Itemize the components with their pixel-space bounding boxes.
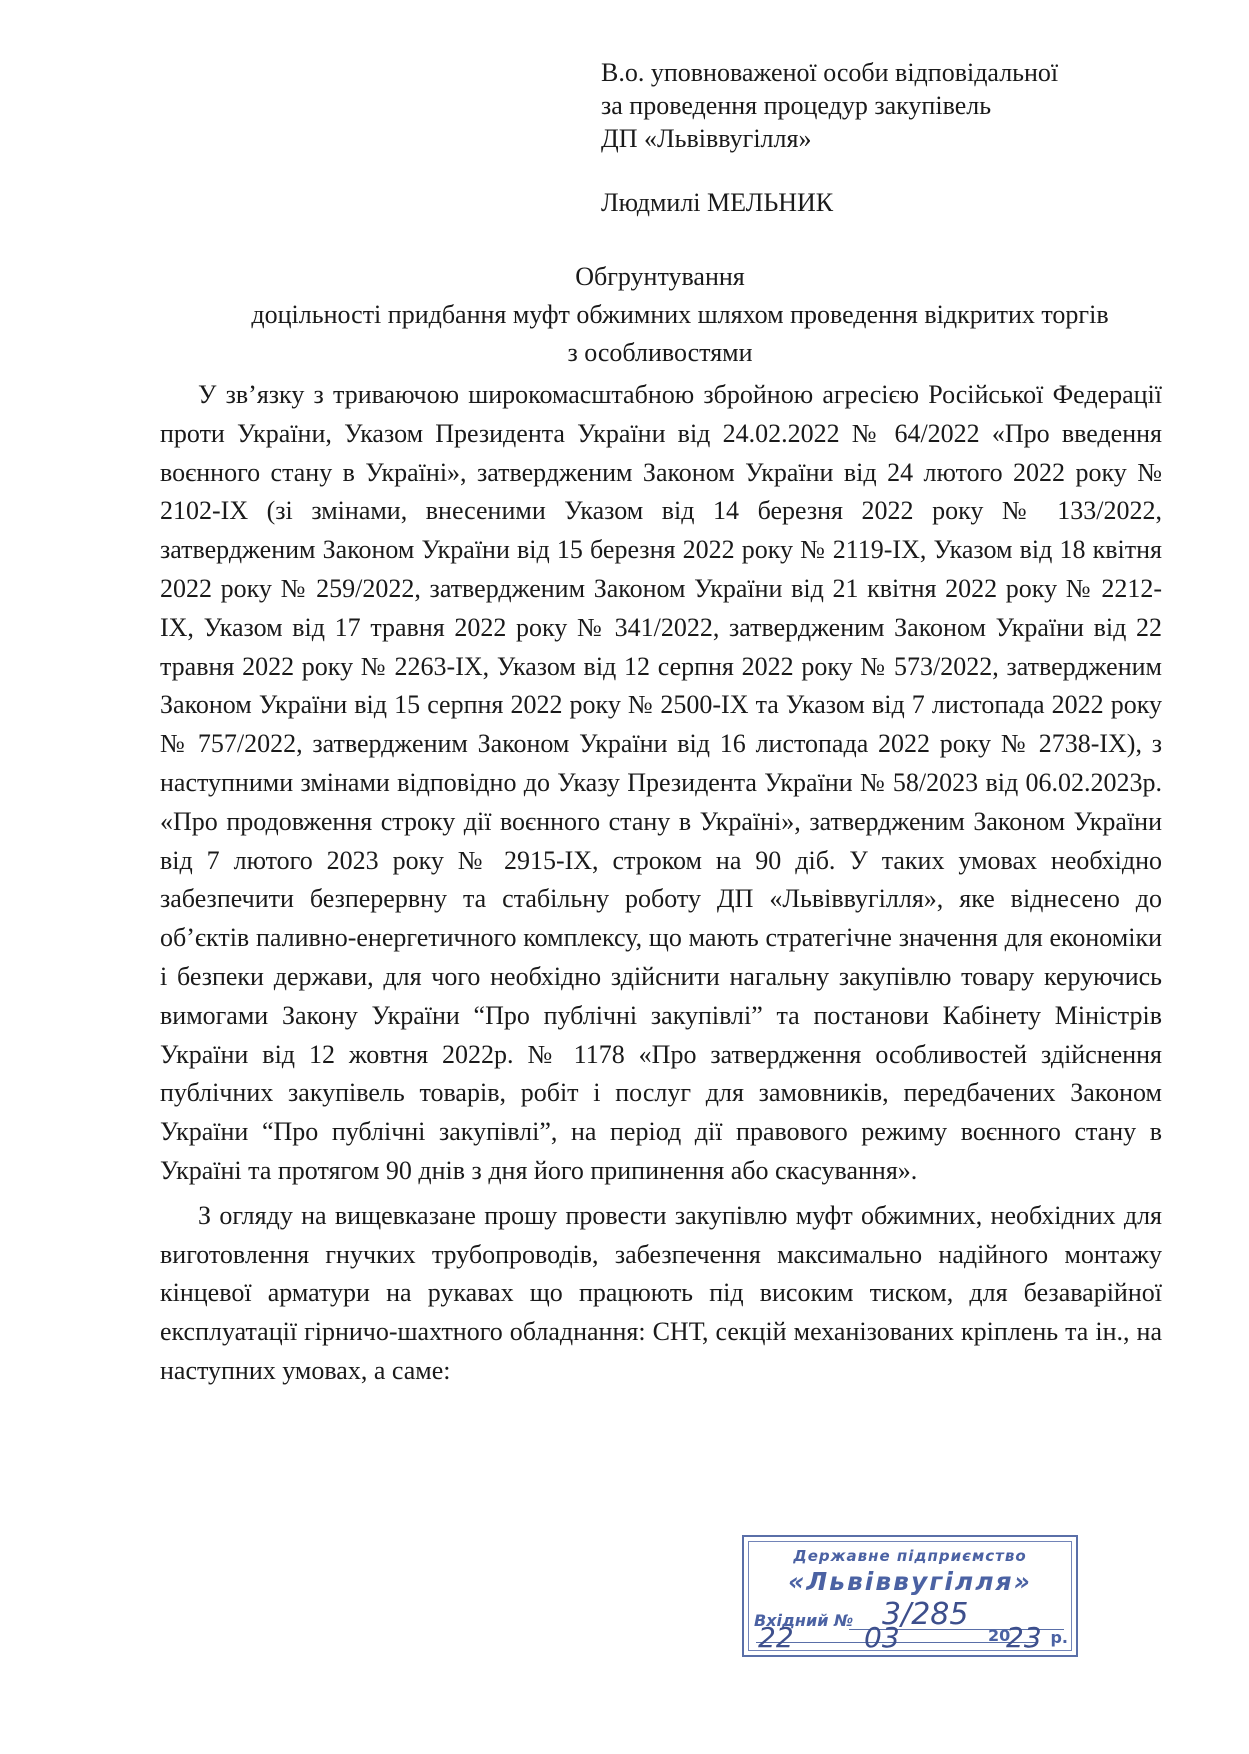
title-line-1: Обгрунтування bbox=[575, 262, 745, 291]
stamp-inbox-label: Вхідний № bbox=[754, 1611, 854, 1630]
body-paragraph-1: У зв’язку з триваючою широкомасштабною збройною агресією Російської Федерації проти України, Указом Президента України від 24.02.2022 № 64/2022 «Про введення воєнного стану в Україні», затвердженим Законом України від 24 лютого 2022 року № 2102-IX (зі змінами, внесеними Указом від 14 березня 2022 року № 133/2022, затвердженим Законом України від 15 березня 2022 року № 2119-IX, Указом від 18 квітня 2022 року № 259/2022, затвердженим Законом України від 21 квітня 2022 року № 2212-IX, Указом від 17 травня 2022 року № 341/2022, затвердженим Законом України від 22 травня 2022 року № 2263-IX, Указом від 12 серпня 2022 року № 573/2022, затвердженим Законом України від 15 серпня 2022 року № 2500-IX та Указом від 7 листопада 2022 року № 757/2022, затвердженим Законом України від 16 листопада 2022 року № 2738-IX), з наступними змінами відповідно до Указу Президента України № 58/2023 від 06.02.2023р. «Про продовження строку дії воєнного стану в Україні», затвердженим Законом України від 7 лютого 2023 року № 2915-IX, строком на 90 діб. У таких умовах необхідно забезпечити безперервну та стабільну роботу ДП «Львіввугілля», яке віднесено до об’єктів паливно-енергетичного комплексу, що мають стратегічне значення для економіки і безпеки держави, для чого необхідно здійснити нагальну закупівлю товару керуючись вимогами Закону України “Про публічні закупівлі” та постанови Кабінету Міністрів України від 12 жовтня 2022р. № 1178 «Про затвердження особливостей здійснення публічних закупівель товарів, робіт і послуг для замовників, передбачених Законом України “Про публічні закупівлі”, на період дії правового режиму воєнного стану в Україні та протягом 90 днів з дня його припинення або скасування». bbox=[160, 380, 1162, 1185]
stamp-org-type: Державне підприємство bbox=[793, 1547, 1027, 1565]
addressee-line-2: за проведення процедур закупівель bbox=[601, 91, 992, 120]
stamp-year-prefix: 20 bbox=[988, 1626, 1011, 1645]
stamp-month: 03 bbox=[864, 1621, 900, 1654]
document-body bbox=[160, 376, 1162, 1391]
addressee-line-1: В.о. уповноваженої особи відповідальної bbox=[601, 58, 1059, 87]
stamp-year-suffix: р. bbox=[1050, 1628, 1068, 1647]
stamp-inbox-number: 3/285 bbox=[882, 1597, 969, 1632]
stamp-day: 22 bbox=[758, 1621, 794, 1654]
title-line-2: доцільності придбання муфт обжимних шляхом проведення відкритих торгів bbox=[251, 300, 1109, 329]
stamp-year: 23 bbox=[1006, 1621, 1042, 1654]
recipient-name: Людмилі МЕЛЬНИК bbox=[601, 188, 834, 217]
stamp-org-name: «Львіввугілля» bbox=[788, 1567, 1032, 1596]
document-title bbox=[160, 258, 1160, 372]
addressee-block bbox=[601, 56, 1201, 155]
title-line-3: з особливостями bbox=[567, 338, 753, 367]
body-paragraph-2: З огляду на вищевказане прошу провести закупівлю муфт обжимних, необхідних для виготовлення гнучких трубопроводів, забезпечення максимально надійного монтажу кінцевої арматури на рукавах що працюють під високим тиском, для безаварійної експлуатації гірничо-шахтного обладнання: СНТ, секцій механізованих кріплень та ін., на наступних умовах, а саме: bbox=[160, 1200, 1162, 1385]
addressee-line-3: ДП «Львіввугілля» bbox=[601, 124, 812, 153]
registration-stamp bbox=[742, 1535, 1078, 1657]
